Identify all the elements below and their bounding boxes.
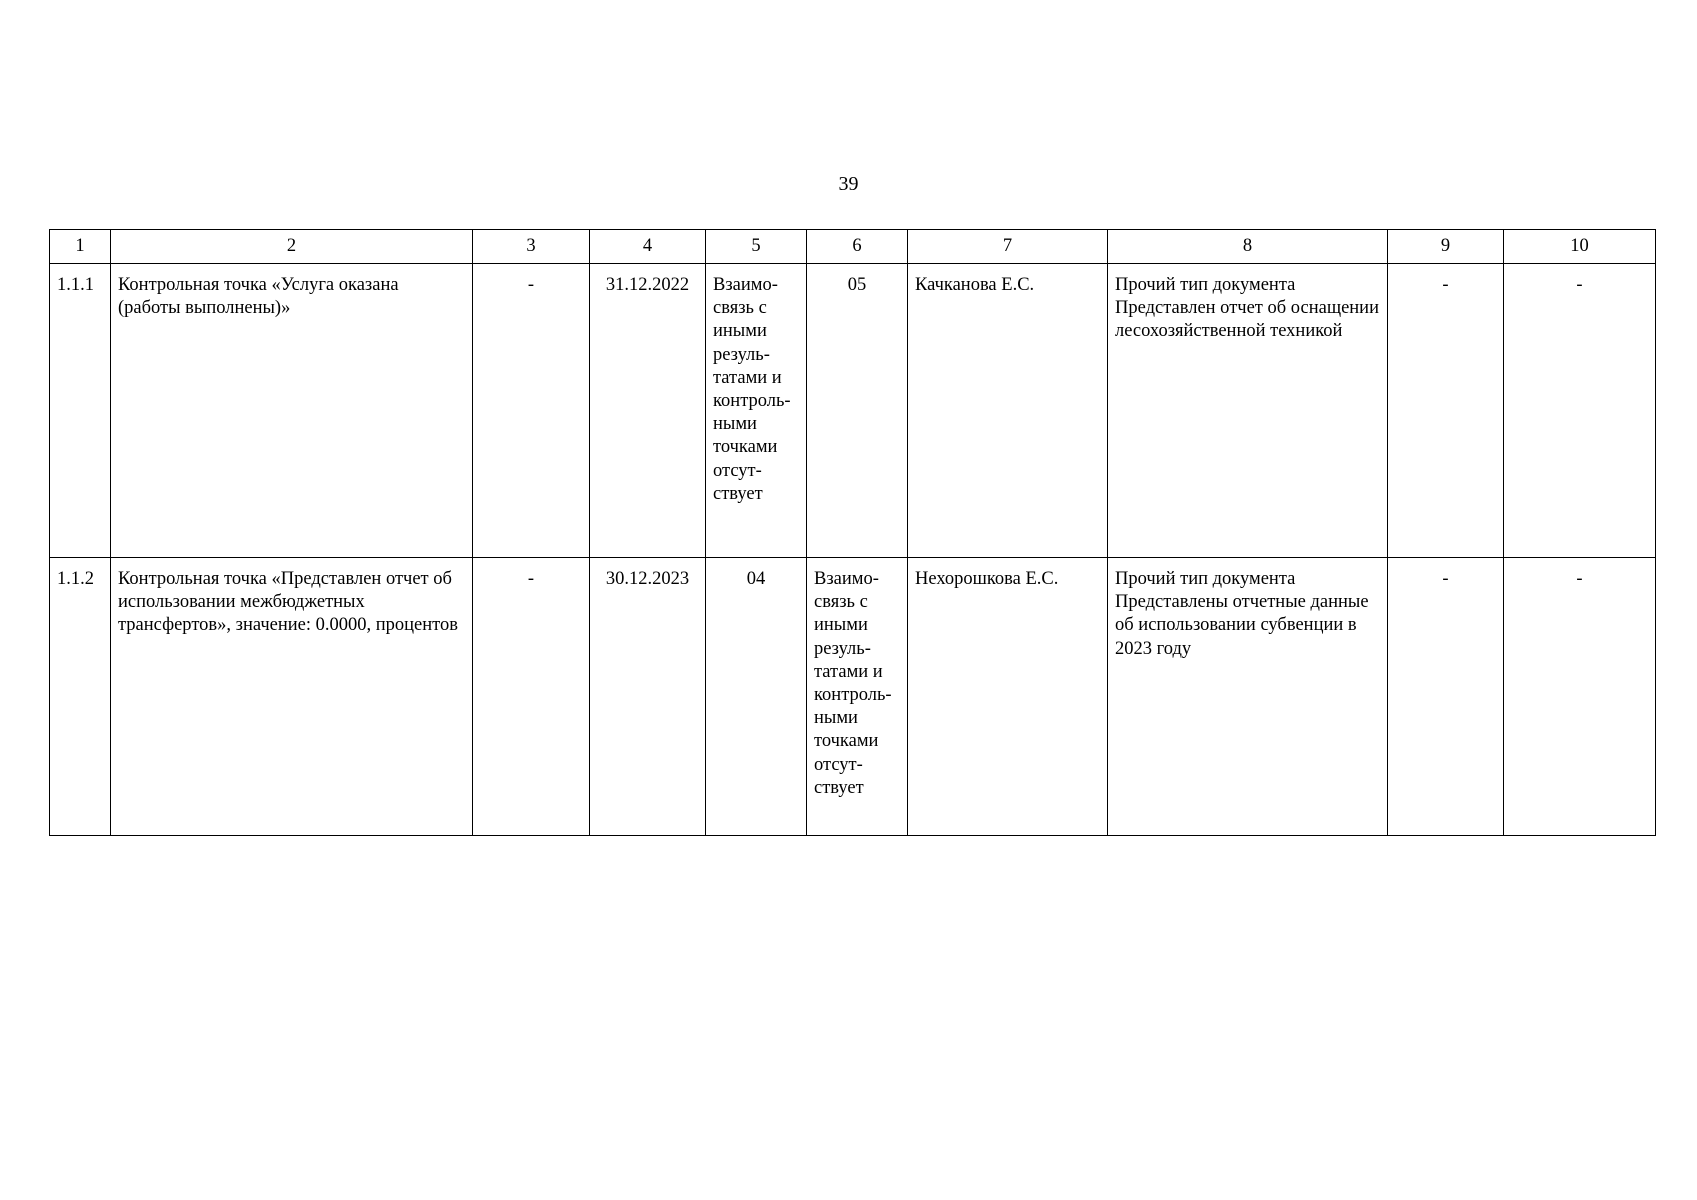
- cell-date: 31.12.2022: [590, 264, 706, 558]
- cell-col3: -: [473, 558, 590, 836]
- column-header: 7: [908, 230, 1108, 264]
- cell-responsible: Нехорошкова Е.С.: [908, 558, 1108, 836]
- control-point-name: Контрольная точка «Услуга оказана (работы выполнены)»: [111, 264, 473, 558]
- table-header-row: [50, 230, 1656, 264]
- cell-document: Прочий тип документа Представлены отчетные данные об использовании субвенции в 2023 году: [1108, 558, 1388, 836]
- column-header: 1: [50, 230, 111, 264]
- column-header: 6: [807, 230, 908, 264]
- cell-col6: Взаимо- связь с иными резуль- татами и контроль- ными точками отсут- ствует: [807, 558, 908, 836]
- cell-col5: 04: [706, 558, 807, 836]
- cell-col3: -: [473, 264, 590, 558]
- column-header: 5: [706, 230, 807, 264]
- cell-col6: 05: [807, 264, 908, 558]
- row-number: 1.1.1: [50, 264, 111, 558]
- cell-date: 30.12.2023: [590, 558, 706, 836]
- row-number: 1.1.2: [50, 558, 111, 836]
- page-number: 39: [838, 173, 859, 195]
- table-row: [50, 264, 1656, 558]
- cell-col9: -: [1388, 264, 1504, 558]
- control-point-name: Контрольная точка «Представлен отчет об использовании межбюджетных трансфертов», значение: 0.0000, процентов: [111, 558, 473, 836]
- column-header: 10: [1504, 230, 1656, 264]
- control-points-table: [49, 229, 1656, 836]
- column-header: 2: [111, 230, 473, 264]
- column-header: 4: [590, 230, 706, 264]
- column-header: 8: [1108, 230, 1388, 264]
- cell-col10: -: [1504, 264, 1656, 558]
- cell-responsible: Качканова Е.С.: [908, 264, 1108, 558]
- cell-document: Прочий тип документа Представлен отчет об оснащении лесохозяйственной техникой: [1108, 264, 1388, 558]
- column-header: 9: [1388, 230, 1504, 264]
- column-header: 3: [473, 230, 590, 264]
- cell-col5: Взаимо- связь с иными резуль- татами и контроль- ными точками отсут- ствует: [706, 264, 807, 558]
- cell-col10: -: [1504, 558, 1656, 836]
- cell-col9: -: [1388, 558, 1504, 836]
- table-row: [50, 558, 1656, 836]
